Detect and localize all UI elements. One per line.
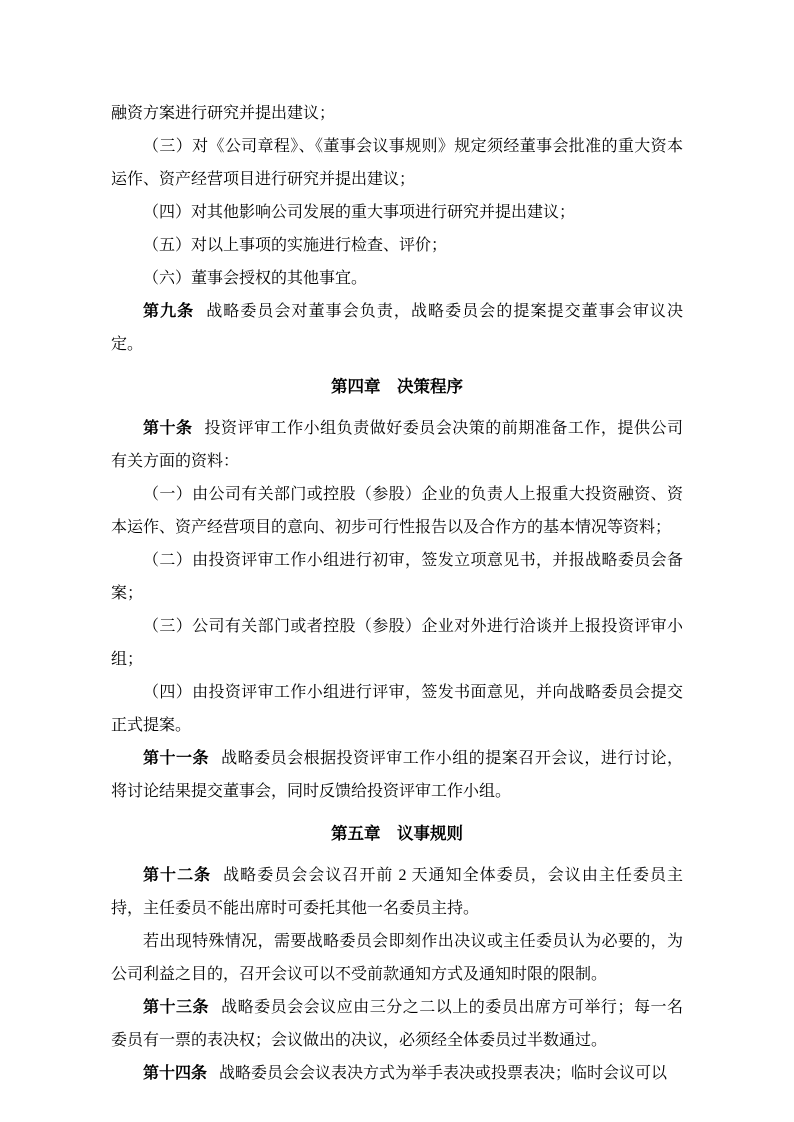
chapter-heading	[111, 370, 683, 403]
article-paragraph	[111, 412, 683, 478]
chapter-number: 第四章	[331, 377, 381, 396]
article-number-label: 第十二条	[143, 867, 212, 884]
article-paragraph	[111, 991, 683, 1057]
article-number-label: 第十条	[143, 420, 193, 437]
chapter-title: 决策程序	[397, 377, 463, 396]
article-text: 战略委员会会议应由三分之二以上的委员出席方可举行；每一名委员有一票的表决权；会议做出的决议，必须经全体委员过半数通过。	[111, 999, 683, 1049]
list-item-paragraph: （三）公司有关部门或者控股（参股）企业对外进行洽谈并上报投资评审小组；	[111, 618, 683, 668]
article-number-label: 第十四条	[143, 1065, 208, 1082]
list-item-paragraph: （五）对以上事项的实施进行检查、评价；	[143, 237, 448, 254]
article-paragraph	[111, 742, 683, 808]
list-item-paragraph: （一）由公司有关部门或控股（参股）企业的负责人上报重大投资融资、资本运作、资产经营项目的意向、初步可行性报告以及合作方的基本情况等资料；	[111, 486, 683, 536]
article-text: 战略委员会会议召开前 2 天通知全体委员，会议由主任委员主持，主任委员不能出席时可委托其他一名委员主持。	[111, 867, 683, 917]
article-text: 战略委员会会议表决方式为举手表决或投票表决；临时会议可以	[219, 1065, 668, 1082]
list-item-paragraph: （四）由投资评审工作小组进行评审，签发书面意见，并向战略委员会提交正式提案。	[111, 684, 683, 734]
article-paragraph	[111, 295, 683, 361]
chapter-number: 第五章	[331, 824, 381, 843]
chapter-title: 议事规则	[397, 824, 463, 843]
article-number-label: 第十三条	[143, 999, 210, 1016]
list-item-paragraph: （六）董事会授权的其他事宜。	[143, 270, 368, 287]
body-paragraph: 若出现特殊情况，需要战略委员会即刻作出决议或主任委员认为必要的，为公司利益之目的，召开会议可以不受前款通知方式及通知时限的限制。	[111, 933, 683, 983]
list-item-paragraph: （二）由投资评审工作小组进行初审，签发立项意见书，并报战略委员会备案；	[111, 552, 683, 602]
list-item-paragraph: （三）对《公司章程》、《董事会议事规则》规定须经董事会批准的重大资本运作、资产经营项目进行研究并提出建议；	[111, 138, 683, 188]
article-text: 战略委员会根据投资评审工作小组的提案召开会议，进行讨论，将讨论结果提交董事会，同时反馈给投资评审工作小组。	[111, 750, 683, 800]
article-number-label: 第九条	[143, 303, 195, 320]
article-text: 战略委员会对董事会负责，战略委员会的提案提交董事会审议决定。	[111, 303, 683, 353]
list-item-paragraph: （四）对其他影响公司发展的重大事项进行研究并提出建议；	[143, 204, 576, 221]
article-text: 投资评审工作小组负责做好委员会决策的前期准备工作，提供公司有关方面的资料：	[111, 420, 683, 470]
article-paragraph	[111, 1057, 683, 1090]
article-paragraph	[111, 859, 683, 925]
article-number-label: 第十一条	[143, 750, 210, 767]
body-paragraph-continuation: 融资方案进行研究并提出建议；	[111, 105, 336, 122]
chapter-heading	[111, 817, 683, 850]
